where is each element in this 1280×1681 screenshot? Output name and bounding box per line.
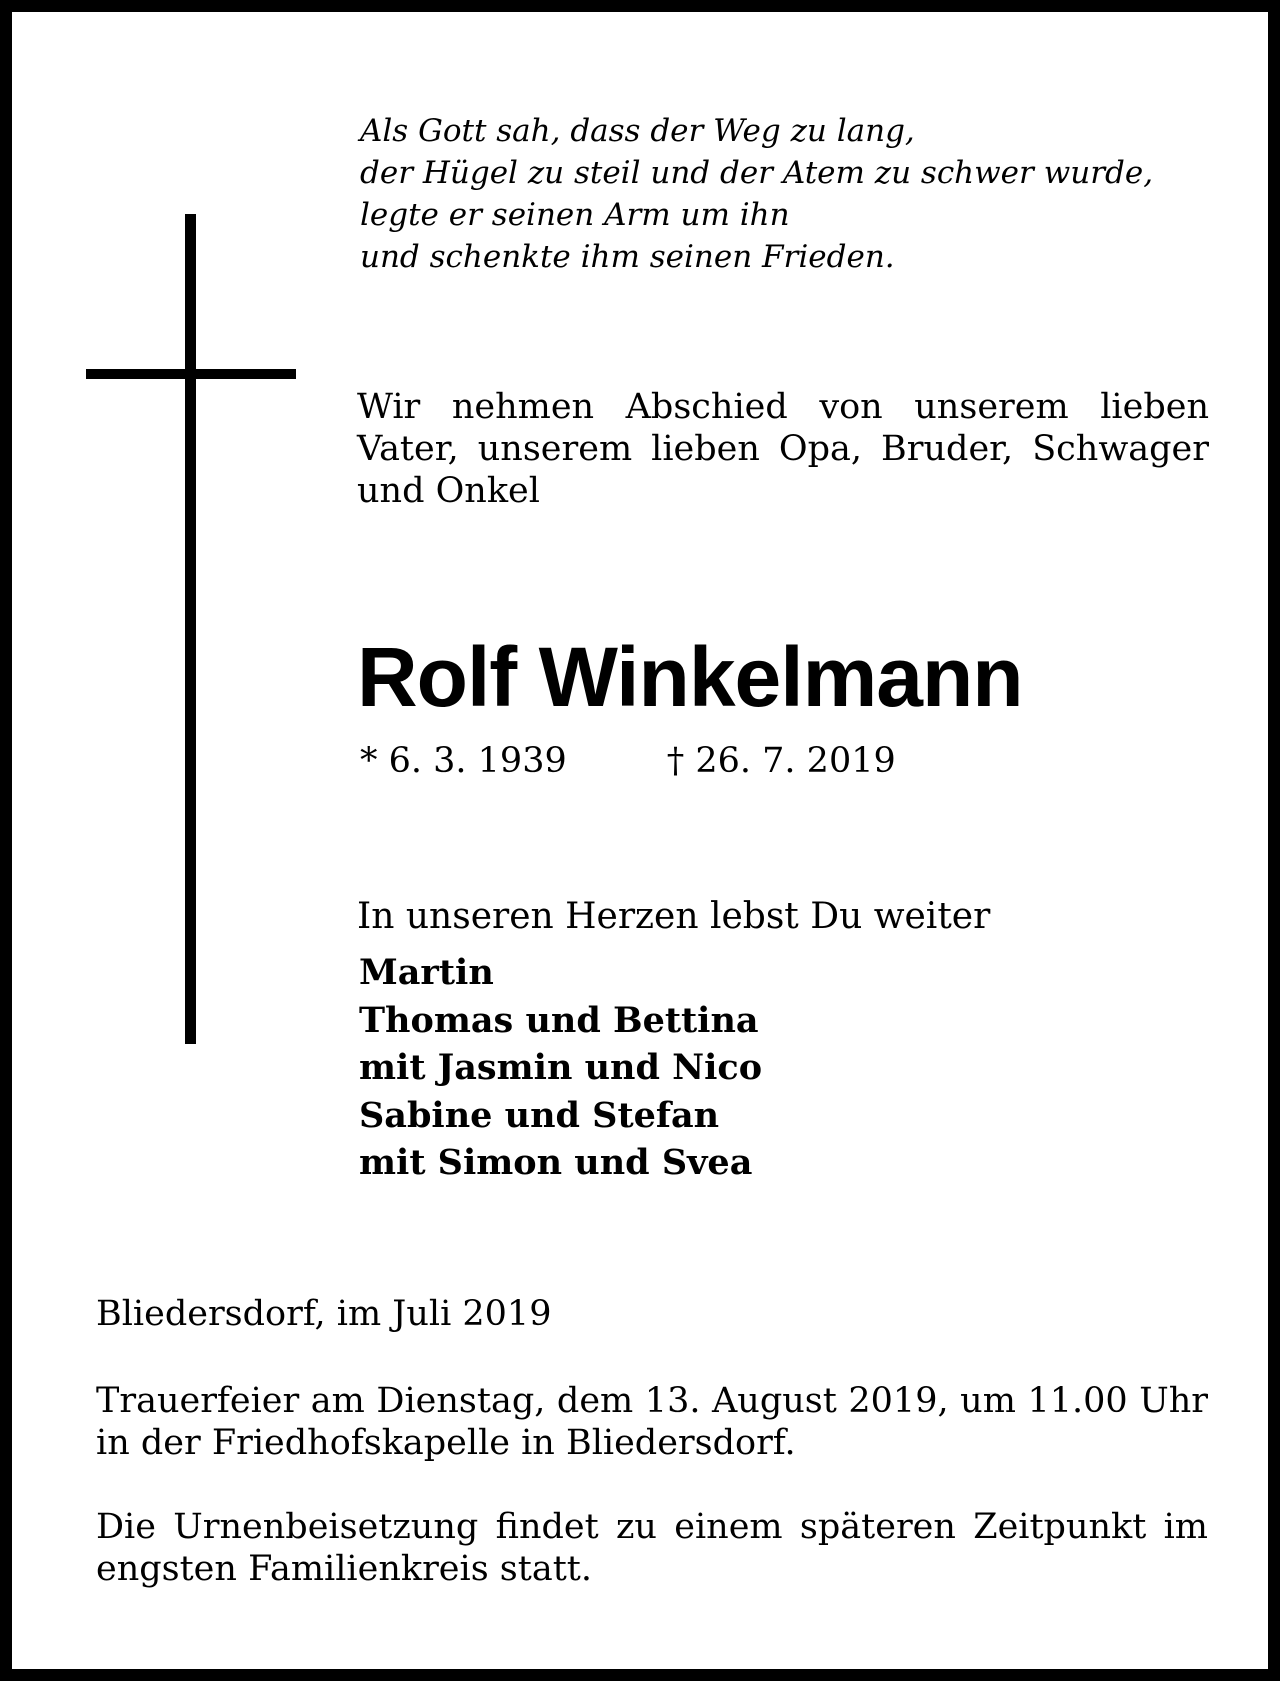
motto-line: Als Gott sah, dass der Weg zu lang, [360,113,915,149]
family-member: mit Simon und Svea [359,1142,753,1183]
family-list [359,949,762,1187]
cross-icon [185,214,196,1044]
death-date: † 26. 7. 2019 [666,741,896,781]
motto-line: der Hügel zu steil und der Atem zu schwer wurde, [360,155,1154,191]
cross-icon-bar [86,369,296,379]
life-dates [360,739,896,783]
ceremony-info: Trauerfeier am Dienstag, dem 13. August 2019, um 11.00 Uhr in der Friedhofskapelle in Bliedersdorf. [96,1381,1208,1463]
deceased-name: Rolf Winkelmann [357,630,1023,724]
urn-burial-info: Die Urnenbeisetzung findet zu einem späteren Zeitpunkt im engsten Familienkreis statt. [96,1507,1208,1589]
family-member: Thomas und Bettina [359,999,759,1041]
motto-line: und schenkte ihm seinen Frieden. [360,239,895,275]
family-member: mit Jasmin und Nico [359,1047,763,1088]
place-date: Bliedersdorf, im Juli 2019 [96,1294,552,1334]
farewell-text: Wir nehmen Abschied von unserem lieben Vater, unserem lieben Opa, Bruder, Schwager und Onkel [357,387,1209,511]
family-member: Sabine und Stefan [359,1094,720,1136]
motto-line: legte er seinen Arm um ihn [360,197,790,233]
birth-date: * 6. 3. 1939 [360,741,567,781]
family-member: Martin [359,952,494,993]
heart-line: In unseren Herzen lebst Du weiter [357,896,991,937]
motto-poem [360,110,1153,278]
